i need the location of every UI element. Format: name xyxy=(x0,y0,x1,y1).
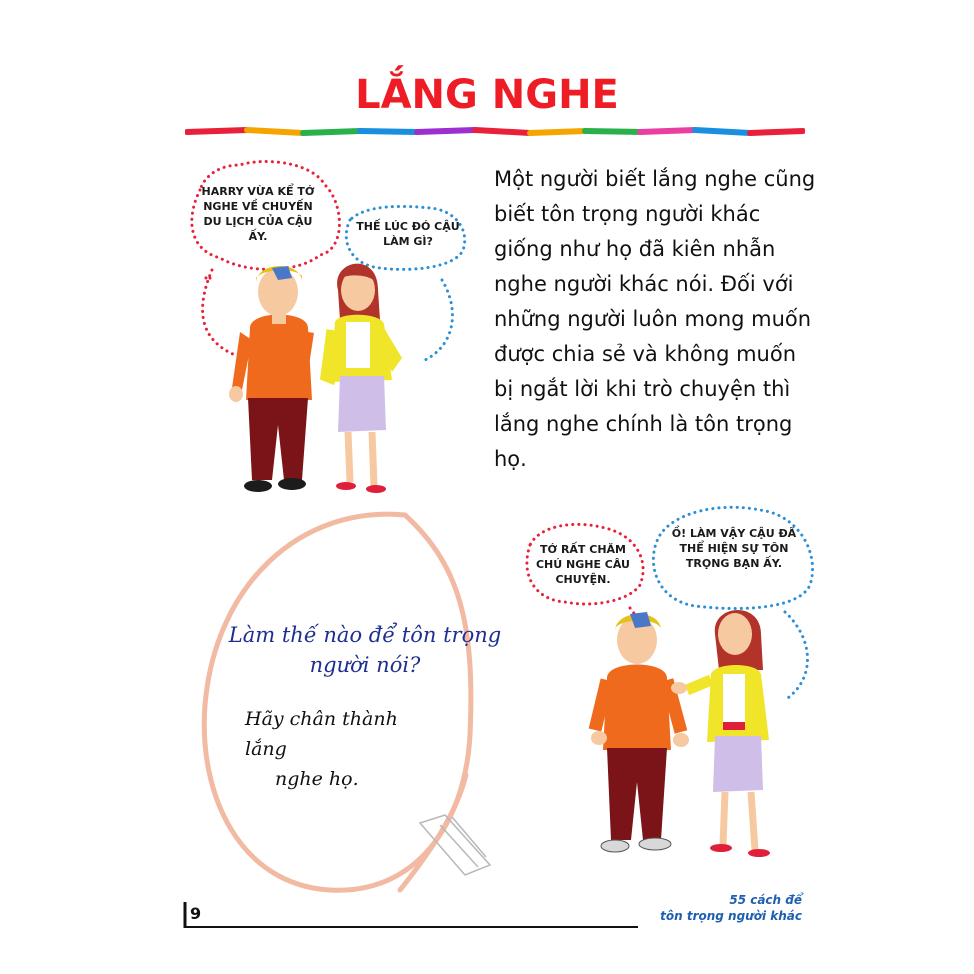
body-paragraph: Một người biết lắng nghe cũng biết tôn trọng người khác giống như họ đã kiên nhẫn nghe người khác nói. Đối với những người luôn mong muốn được chia sẻ và không muốn bị ngắt lời khi trò chuyện thì lắng nghe chính là tôn trọng họ. xyxy=(494,167,816,471)
title-rainbow-rule xyxy=(185,126,805,138)
book-title-line2: tôn trọng người khác xyxy=(660,909,802,923)
qa-answer-line2: nghe họ. xyxy=(275,768,359,790)
book-title xyxy=(640,892,802,924)
girl-top-bubble-text: THẾ LÚC ĐÓ CẬU LÀM GÌ? xyxy=(356,220,460,248)
qa-question: Làm thế nào để tôn trọng người nói? xyxy=(228,623,502,677)
girl-bottom-bubble-text: Ồ! LÀM VẬY CẬU ĐÃ THỂ HIỆN SỰ TÔN TRỌNG BẠN ẤY. xyxy=(671,527,797,570)
page-title: LẮNG NGHE xyxy=(355,72,619,118)
book-title-line1: 55 cách để xyxy=(729,893,802,907)
qa-answer-line1: Hãy chân thành lắng xyxy=(245,708,398,760)
boy-top-bubble-text: HARRY VỪA KỂ TỚ NGHE VỀ CHUYẾN DU LỊCH CỦA CẬU ẤY. xyxy=(201,185,315,243)
girl-figure xyxy=(326,264,402,493)
qa-answer xyxy=(245,704,445,794)
boy-bottom-figure xyxy=(591,612,689,852)
girl-bottom-figure xyxy=(671,610,770,857)
boy-bottom-bubble-text: TỚ RẤT CHĂM CHÚ NGHE CÂU CHUYỆN. xyxy=(535,543,630,586)
page-number: 9 xyxy=(190,904,202,923)
boy-figure xyxy=(229,266,312,492)
